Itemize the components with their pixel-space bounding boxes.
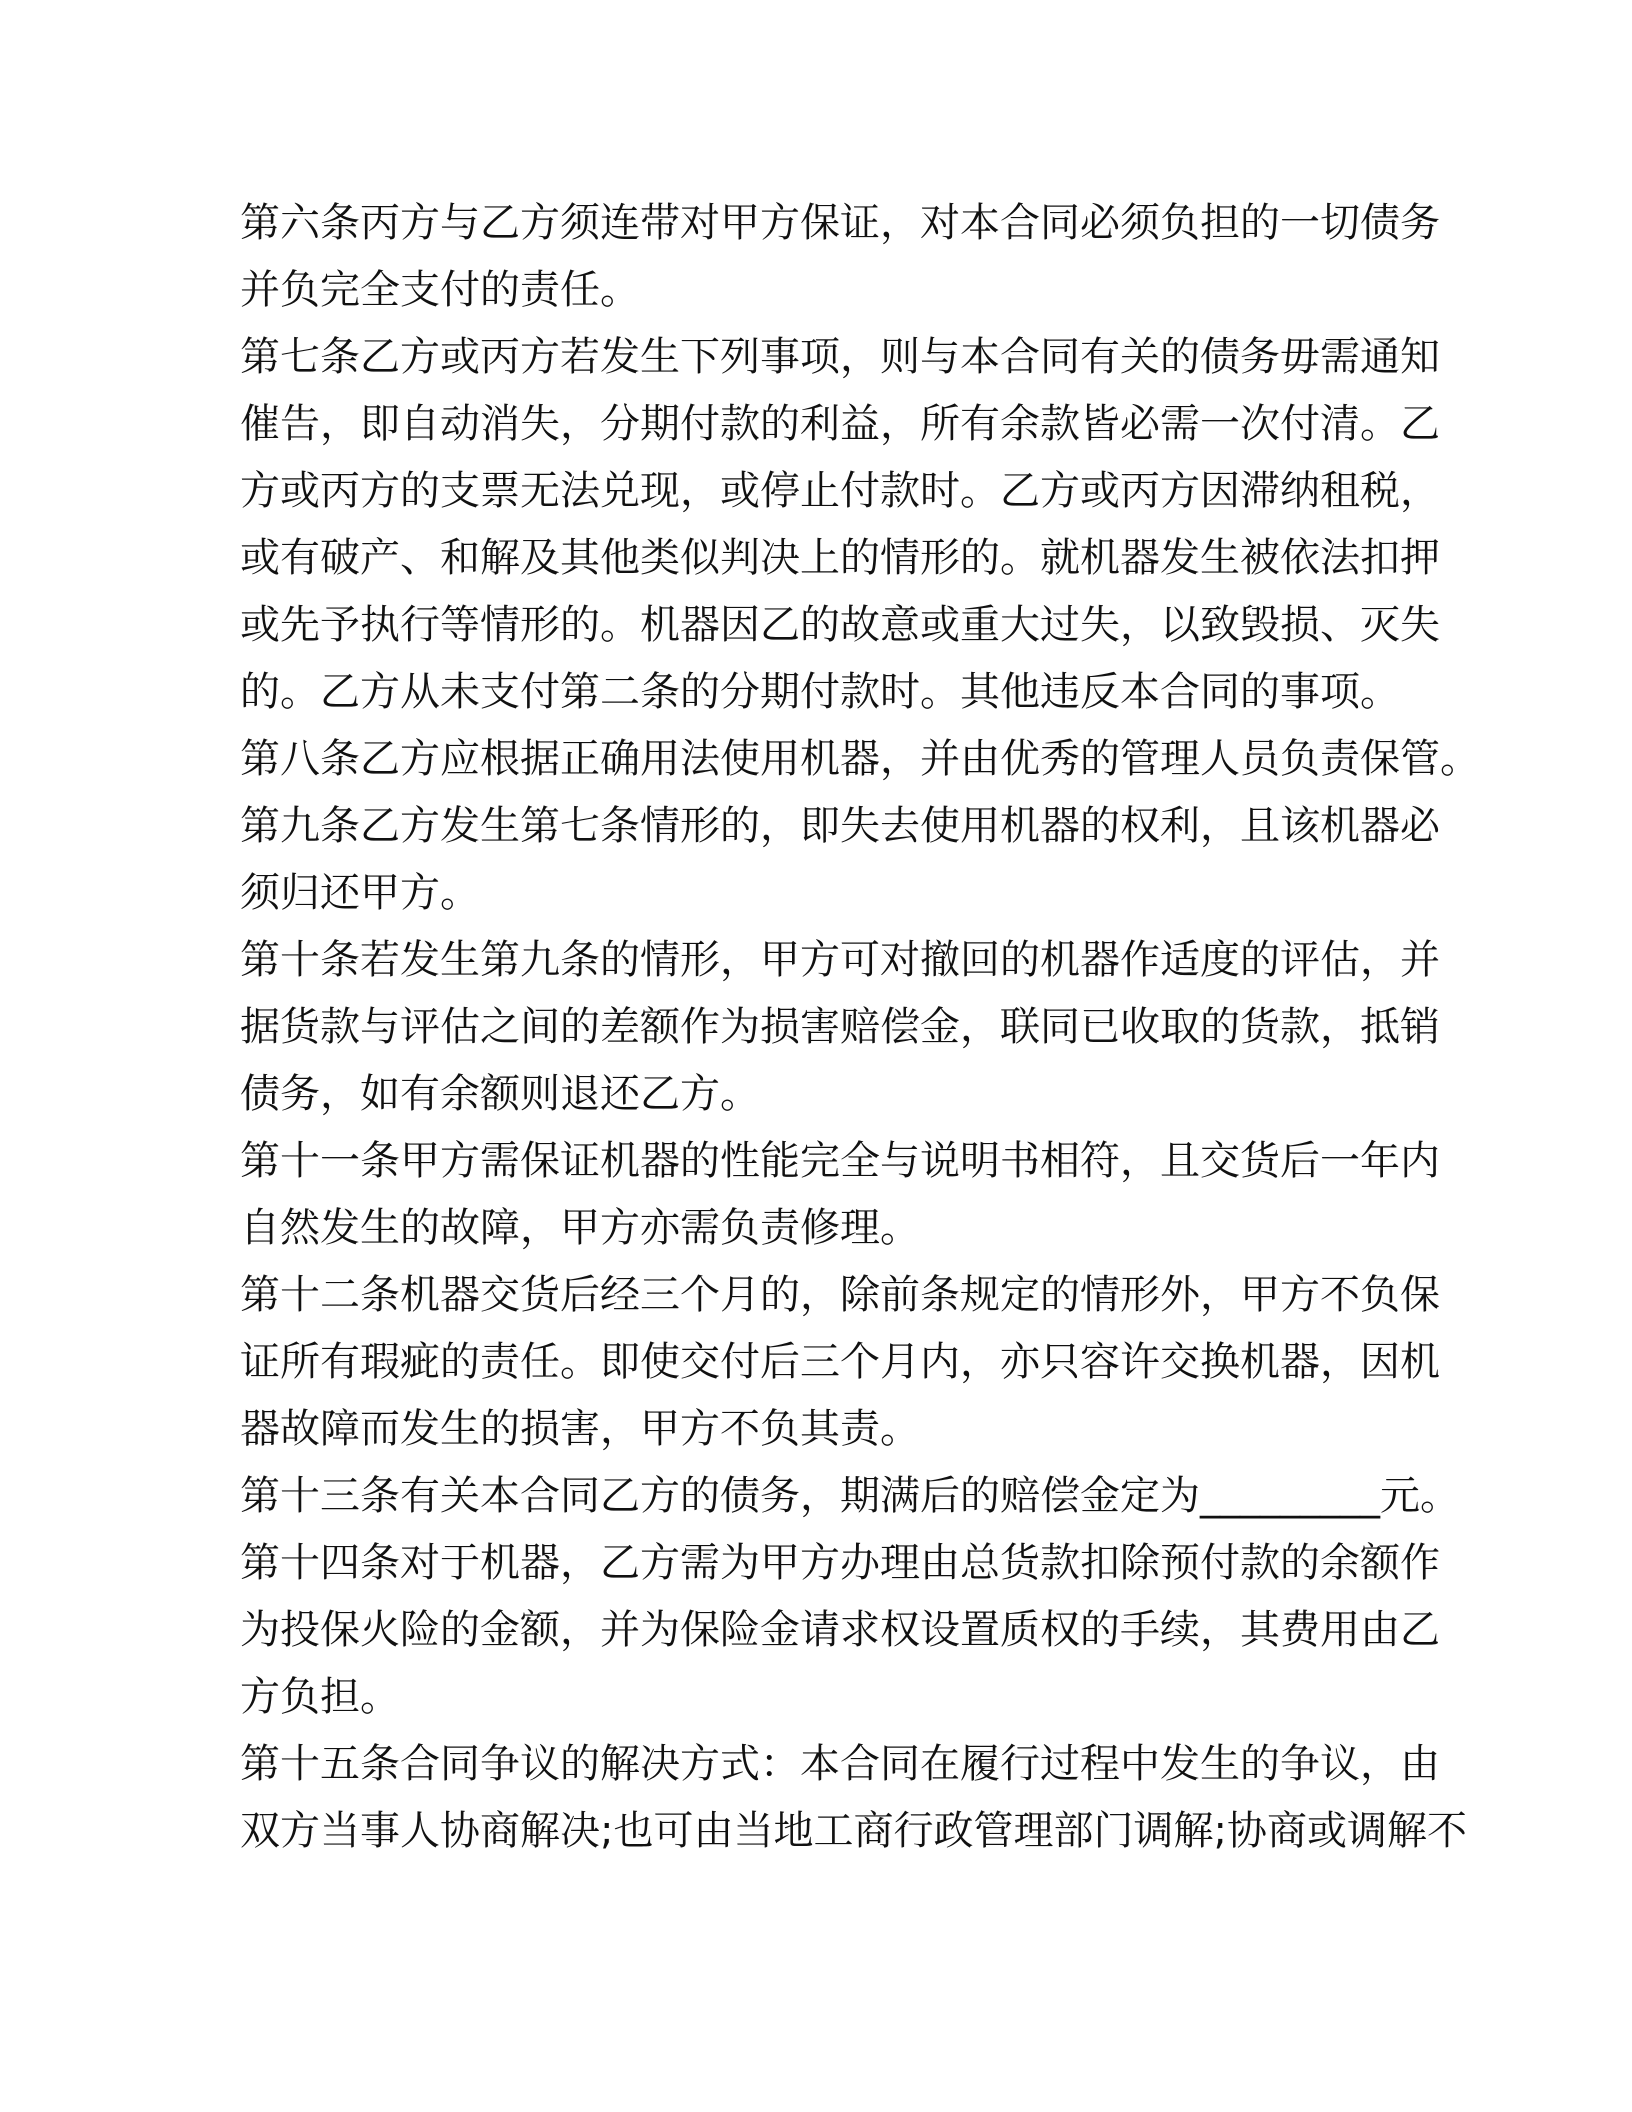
- text-line: 第十二条机器交货后经三个月的，除前条规定的情形外，甲方不负保: [240, 1272, 1440, 1318]
- text-line: 第九条乙方发生第七条情形的，即失去使用机器的权利，且该机器必: [240, 803, 1440, 849]
- text-line: 或有破产、和解及其他类似判决上的情形的。就机器发生被依法扣押: [240, 535, 1440, 581]
- text-line: 据货款与评估之间的差额作为损害赔偿金，联同已收取的货款，抵销: [240, 1004, 1440, 1050]
- text-line: 第十四条对于机器，乙方需为甲方办理由总货款扣除预付款的余额作: [240, 1540, 1440, 1586]
- text-line: 并负完全支付的责任。: [240, 267, 640, 313]
- text-line: 的。乙方从未支付第二条的分期付款时。其他违反本合同的事项。: [240, 669, 1400, 715]
- text-line: 债务，如有余额则退还乙方。: [240, 1071, 760, 1117]
- text-line: 方或丙方的支票无法兑现，或停止付款时。乙方或丙方因滞纳租税，: [240, 468, 1440, 514]
- text-line: 器故障而发生的损害，甲方不负其责。: [240, 1406, 920, 1452]
- text-line: 催告，即自动消失，分期付款的利益，所有余款皆必需一次付清。乙: [240, 401, 1440, 447]
- text-line: 或先予执行等情形的。机器因乙的故意或重大过失，以致毁损、灭失: [240, 602, 1440, 648]
- text-line: 为投保火险的金额，并为保险金请求权设置质权的手续，其费用由乙: [240, 1607, 1440, 1653]
- text-line: 第十五条合同争议的解决方式：本合同在履行过程中发生的争议，由: [240, 1741, 1440, 1787]
- text-line: 须归还甲方。: [240, 870, 480, 916]
- text-line: 自然发生的故障，甲方亦需负责修理。: [240, 1205, 920, 1251]
- document-body: [240, 190, 1480, 1865]
- text-line: 第十一条甲方需保证机器的性能完全与说明书相符，且交货后一年内: [240, 1138, 1440, 1184]
- text-line: 第八条乙方应根据正确用法使用机器，并由优秀的管理人员负责保管。: [240, 736, 1480, 782]
- text-line: 第六条丙方与乙方须连带对甲方保证，对本合同必须负担的一切债务: [240, 200, 1440, 246]
- text-line: 双方当事人协商解决;也可由当地工商行政管理部门调解;协商或调解不: [240, 1808, 1467, 1854]
- text-line: 第十三条有关本合同乙方的债务，期满后的赔偿金定为_________元。: [240, 1473, 1460, 1519]
- text-line: 方负担。: [240, 1674, 400, 1720]
- text-line: 第七条乙方或丙方若发生下列事项，则与本合同有关的债务毋需通知: [240, 334, 1440, 380]
- text-line: 证所有瑕疵的责任。即使交付后三个月内，亦只容许交换机器，因机: [240, 1339, 1440, 1385]
- text-line: 第十条若发生第九条的情形，甲方可对撤回的机器作适度的评估，并: [240, 937, 1440, 983]
